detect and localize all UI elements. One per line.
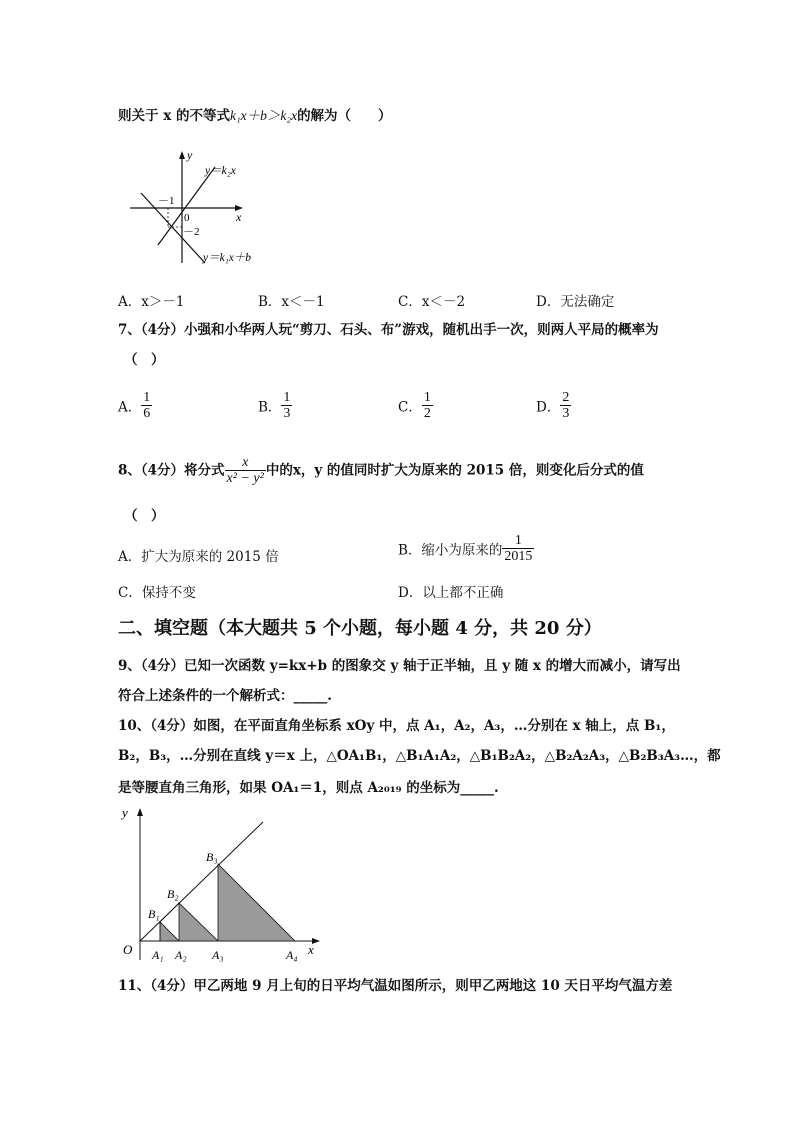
q7-option-b-label: B． [258, 399, 282, 416]
q7-option-b-num: 1 [283, 390, 291, 405]
q10-a1-label: A₁ [152, 948, 164, 962]
q8-stem-line2: （ ） [124, 508, 165, 524]
q10-triangle-b2a2a3 [179, 903, 218, 941]
q6-graph [125, 145, 275, 275]
q7-option-c [398, 390, 433, 421]
q10-a3-label: A₃ [212, 948, 224, 962]
q6-inequality: k₁x＋b＞k₂x [229, 108, 298, 123]
q6-origin-label: 0 [184, 212, 190, 224]
q7-option-a-num: 1 [143, 390, 151, 405]
q7-option-b-fraction [281, 390, 292, 421]
q7-option-d-den: 3 [562, 406, 570, 421]
q7-option-a-label: A． [118, 399, 142, 416]
q9-line2: 符合上述条件的一个解析式：_____. [118, 688, 332, 704]
q8-fraction [225, 455, 266, 486]
q7-option-d [536, 390, 571, 421]
q10-b3-label: B₃ [206, 850, 218, 864]
q8-option-b [398, 533, 534, 564]
q10-origin-label: O [123, 942, 133, 957]
q8-option-c: C．保持不变 [118, 585, 196, 601]
q6-stem-suffix: 的解为（ ） [297, 108, 392, 124]
q6-line2-label: y＝k₁x＋b [203, 252, 252, 264]
q8-option-b-fraction [502, 533, 534, 564]
q7-option-c-num: 1 [423, 390, 431, 405]
q8-option-a: A．扩大为原来的 2015 倍 [118, 549, 279, 565]
q10-a4-label: A₄ [286, 948, 298, 962]
q7-option-b-den: 3 [283, 406, 291, 421]
q10-graph [118, 802, 328, 967]
q10-triangle-b3a3a4 [218, 864, 295, 941]
q7-stem-line1: 7、（4分）小强和小华两人玩“剪刀、石头、布”游戏，随机出手一次，则两人平局的概率为 [118, 322, 659, 338]
q6-option-d: D．无法确定 [536, 294, 615, 310]
q10-y-label: y [122, 805, 128, 820]
q10-line1: 10、（4分）如图，在平面直角坐标系 xOy 中，点 A₁，A₂，A₃，…分别在 x 轴上，点 B₁， [118, 718, 675, 734]
section2-title: 二、填空题（本大题共 5 个小题，每小题 4 分，共 20 分） [118, 618, 602, 639]
q10-triangle-b1a1a2 [160, 922, 179, 941]
q6-option-b: B．x＜－1 [258, 294, 325, 310]
q10-line2: B₂，B₃，…分别在直线 y＝x 上，△OA₁B₁，△B₁A₁A₂，△B₁B₂A₂，△B₂A₂A₃，△B₂B₃A₃…，都 [118, 748, 721, 764]
q10-y-arrow [137, 808, 143, 816]
q8-option-d: D．以上都不正确 [398, 585, 504, 601]
q6-y-arrow [179, 151, 185, 159]
q8-stem-line1 [118, 452, 644, 489]
q10-x-label: x [308, 942, 314, 957]
q6-stem [118, 106, 392, 126]
q8-option-b-den: 2015 [504, 549, 533, 564]
q10-line3: 是等腰直角三角形，如果 OA₁＝1，则点 A₂₀₁₉ 的坐标为_____. [118, 780, 499, 796]
q8-option-b-num: 1 [502, 533, 534, 549]
q7-option-b [258, 390, 292, 421]
q10-b2-label: B₂ [167, 887, 179, 901]
q8-fraction-num: x [225, 455, 266, 471]
q7-option-c-fraction [422, 390, 433, 421]
q7-option-a [118, 390, 152, 421]
q7-option-d-fraction [560, 390, 571, 421]
q7-option-c-den: 2 [423, 406, 431, 421]
q7-option-a-den: 6 [143, 406, 151, 421]
q6-neg2-label: －2 [183, 226, 200, 238]
q6-x-label: x [236, 210, 242, 224]
q10-b1-label: B₁ [148, 907, 160, 921]
q6-y-label: y [187, 148, 193, 162]
q8-stem-prefix: 8、（4分）将分式 [118, 462, 225, 479]
q6-neg1-label: －1 [158, 195, 175, 207]
q9-line1: 9、（4分）已知一次函数 y=kx+b 的图象交 y 轴于正半轴，且 y 随 x 的增大而减小，请写出 [118, 658, 681, 674]
q8-stem-suffix: 中的x，y 的值同时扩大为原来的 2015 倍，则变化后分式的值 [265, 462, 644, 479]
q7-option-c-label: C． [398, 399, 422, 416]
q6-option-c: C．x＜－2 [398, 294, 466, 310]
q6-stem-prefix: 则关于 x 的不等式 [118, 108, 230, 124]
q7-option-d-num: 2 [562, 390, 570, 405]
q8-option-b-text: B．缩小为原来的 [398, 542, 503, 559]
q10-edge-b1b2 [160, 903, 179, 922]
q6-line1-label: y＝k₂x [205, 165, 236, 177]
q6-option-a: A．x＞－1 [118, 294, 185, 310]
q10-a2-label: A₂ [175, 948, 187, 962]
q7-stem-line2: （ ） [124, 352, 165, 368]
q7-option-a-fraction [141, 390, 152, 421]
q11-line1: 11、（4分）甲乙两地 9 月上旬的日平均气温如图所示，则甲乙两地这 10 天日平均气温方差 [118, 978, 673, 994]
q8-fraction-den: x² − y² [226, 471, 264, 486]
q7-option-d-label: D． [536, 399, 561, 416]
